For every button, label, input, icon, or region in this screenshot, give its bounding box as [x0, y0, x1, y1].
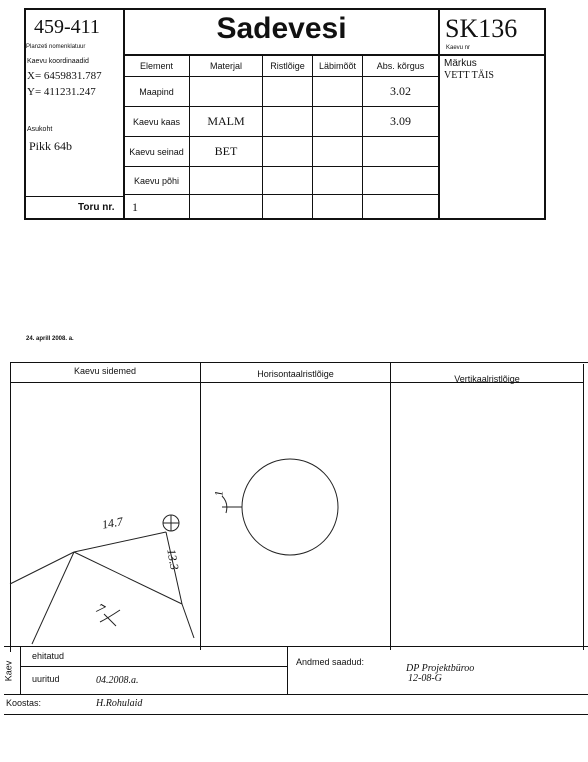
drawing-sheet [4, 356, 588, 716]
col-vertical: Vertikaalristlõige [454, 374, 520, 384]
row-abs: 3.02 [390, 84, 411, 98]
pipe-value: 1 [132, 200, 138, 214]
compiled-label: Koostas: [6, 698, 42, 708]
source-line-2: 12-08-G [408, 673, 442, 684]
well-sketch [4, 356, 588, 656]
row-material [190, 77, 262, 106]
well-id: SK136 [445, 14, 518, 43]
well-card [24, 8, 546, 220]
remarks-label: Märkus [444, 58, 477, 69]
coords-label: Kaevu koordinaadid [27, 58, 89, 65]
surveyed-label: uuritud [32, 674, 60, 684]
coord-x: X= 6459831.787 [27, 70, 102, 82]
source-label: Andmed saadud: [296, 657, 365, 667]
col-material: Materjal [209, 61, 242, 71]
col-abs: Abs. kõrgus [376, 61, 425, 71]
sheet-number: 459-411 [34, 16, 100, 38]
pipe-mark: 1 [211, 490, 226, 497]
remarks-text: VETT TÄIS [444, 70, 494, 81]
built-label: ehitatud [32, 651, 65, 661]
row-material: MALM [207, 114, 245, 128]
surveyed-value: 04.2008.a. [96, 675, 139, 686]
page-title: Sadevesi [216, 12, 347, 45]
date-line: 24. aprill 2008. a. [26, 336, 74, 342]
pipe-label: Toru nr. [78, 202, 115, 213]
well-caption: Kaevu nr [446, 45, 471, 51]
dim-label-2: 13.3 [164, 547, 182, 571]
row-element: Kaevu põhi [133, 175, 180, 186]
row-element: Kaevu seinad [129, 146, 184, 157]
compiled-value: H.Rohulaid [96, 698, 143, 709]
row-element: Kaevu kaas [132, 116, 181, 127]
row-material: BET [214, 144, 238, 158]
coord-y: Y= 411231.247 [27, 86, 96, 98]
mark-label: 7 [92, 601, 107, 618]
address-label: Asukoht [27, 126, 53, 133]
row-element: Maapind [139, 86, 174, 97]
footer-side-label: Kaev [3, 660, 14, 682]
col-section: Ristlõige [270, 61, 305, 71]
address-value: Pikk 64b [29, 139, 73, 153]
dim-label-1: 14.7 [100, 514, 124, 532]
col-links: Kaevu sidemed [73, 366, 137, 376]
col-element: Element [139, 61, 174, 71]
col-diameter: Läbimõõt [318, 61, 357, 71]
row-abs: 3.09 [390, 114, 411, 128]
sheet-caption: Planzeti nomenklatuur [26, 44, 86, 50]
source-line-1: DP Projektbüroo [406, 663, 475, 674]
col-horizontal: Horisontaalristlõige [257, 369, 334, 379]
